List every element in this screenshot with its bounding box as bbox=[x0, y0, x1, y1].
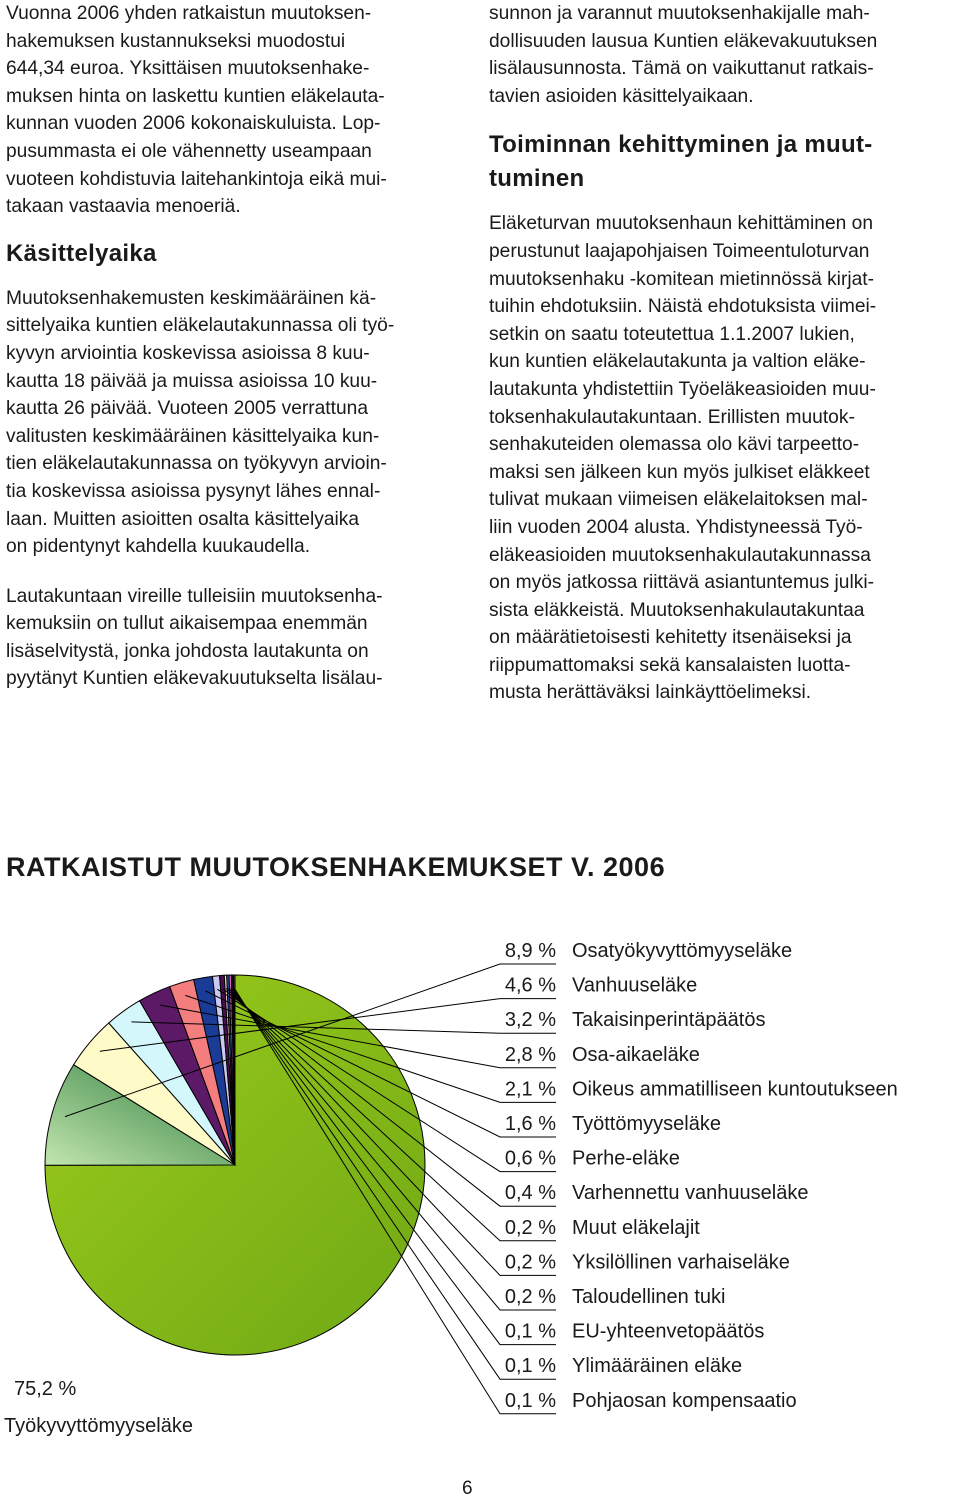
main-slice-value: 75,2 % bbox=[14, 1378, 77, 1400]
legend-label: Perhe-eläke bbox=[572, 1147, 680, 1170]
legend-value: 3,2 % bbox=[504, 1009, 556, 1032]
text-line: eläkeasioiden muutoksenhakulautakunnassa bbox=[489, 544, 871, 566]
legend-value: 4,6 % bbox=[504, 974, 556, 997]
legend-label: Muut eläkelajit bbox=[572, 1216, 700, 1239]
text-line: musta herättäväksi lainkäyttöelimeksi. bbox=[489, 682, 812, 704]
legend-label: Varhennettu vanhuuseläke bbox=[572, 1182, 809, 1205]
legend-label: Takaisinperintäpäätös bbox=[572, 1009, 766, 1032]
legend-label: Oikeus ammatilliseen kuntoutukseen bbox=[572, 1078, 898, 1101]
text-line: on myös jatkossa riittävä asiantuntemus julki- bbox=[489, 572, 874, 594]
text-line: kyvyn arviointia koskevissa asioissa 8 kuu- bbox=[6, 342, 370, 364]
text-line: hakemuksen kustannukseksi muodostui bbox=[6, 30, 346, 52]
main-slice-label: Työkyvyttömyyseläke bbox=[4, 1415, 193, 1437]
legend-value: 2,1 % bbox=[504, 1078, 556, 1101]
text-line: on määrätietoisesti kehitetty itsenäiseksi ja bbox=[489, 627, 852, 649]
text-line: pyytänyt Kuntien eläkevakuutukselta lisälau- bbox=[6, 668, 383, 690]
legend-label: Ylimääräinen eläke bbox=[572, 1355, 743, 1378]
text-line: sista eläkkeistä. Muutoksenhakulautakuntaa bbox=[489, 599, 865, 621]
legend-value: 0,2 % bbox=[504, 1286, 556, 1308]
text-line: tuihin ehdotuksiin. Näistä ehdotuksista viimei- bbox=[489, 296, 877, 318]
legend-value: 0,6 % bbox=[504, 1147, 556, 1170]
text-line: tavien asioiden käsittelyaikaan. bbox=[489, 85, 754, 107]
text-line: vuoteen kohdistuvia laitehankintoja eikä mui- bbox=[6, 168, 387, 190]
text-line: toksenhakulautakuntaan. Erillisten muutok- bbox=[489, 406, 855, 428]
text-line: takaan vastaavia menoeriä. bbox=[6, 196, 241, 218]
development-paragraph bbox=[489, 210, 955, 707]
text-line: Eläketurvan muutoksenhaun kehittäminen on bbox=[489, 213, 873, 235]
continued-paragraph bbox=[489, 0, 955, 110]
legend-label: Taloudellinen tuki bbox=[572, 1286, 726, 1308]
section-heading-kasittelyaika: Käsittelyaika bbox=[6, 239, 157, 267]
text-line: lisälausunnosta. Tämä on vaikuttanut ratkais- bbox=[489, 58, 874, 80]
text-line: muutoksenhaku -komitean mietinnössä kirjat- bbox=[489, 268, 874, 290]
text-line: dollisuuden lausua Kuntien eläkevakuutuksen bbox=[489, 30, 878, 52]
text-line: tien eläkelautakunnassa on työkyvyn arvioin- bbox=[6, 453, 387, 475]
text-line: on pidentynyt kahdella kuukaudella. bbox=[6, 536, 311, 558]
text-line: tia koskevissa asioissa pysynyt lähes ennal- bbox=[6, 480, 381, 502]
text-line: riippumattomaksi sekä kansalaisten luotta- bbox=[489, 654, 851, 676]
legend-value: 0,1 % bbox=[504, 1320, 556, 1343]
text-line: lisäselvitystä, jonka johdosta lautakunta on bbox=[6, 640, 369, 662]
text-line: maksi sen jälkeen kun myös julkiset eläkkeet bbox=[489, 461, 870, 483]
legend-label: Pohjaosan kompensaatio bbox=[572, 1389, 797, 1412]
page-number: 6 bbox=[462, 1478, 473, 1499]
text-line: muksen hinta on laskettu kuntien eläkelauta- bbox=[6, 85, 385, 107]
text-line: liin vuoden 2004 alusta. Yhdistyneessä Työ- bbox=[489, 516, 863, 538]
text-line: kautta 26 päivää. Vuoteen 2005 verrattuna bbox=[6, 398, 368, 420]
text-line: setkin on saatu toteutettua 1.1.2007 lukien, bbox=[489, 323, 855, 345]
legend-value: 8,9 % bbox=[504, 940, 556, 962]
intro-paragraph bbox=[6, 0, 466, 221]
text-line: kemuksiin on tullut aikaisempaa enemmän bbox=[6, 613, 368, 635]
text-line: kautta 18 päivää ja muissa asioissa 10 kuu- bbox=[6, 370, 378, 392]
legend-label: Vanhuuseläke bbox=[572, 974, 698, 997]
chart-title: RATKAISTUT MUUTOKSENHAKEMUKSET V. 2006 bbox=[6, 852, 666, 882]
text-line: kunnan vuoden 2006 kokonaiskuluista. Lop- bbox=[6, 113, 381, 135]
text-line: lautakunta yhdistettiin Työeläkeasioiden muu- bbox=[489, 378, 876, 400]
section-heading-toiminnan-kehittyminen bbox=[489, 128, 955, 196]
text-line: Lautakuntaan vireille tulleisiin muutoksenha- bbox=[6, 585, 383, 607]
legend-label: Yksilöllinen varhaiseläke bbox=[572, 1251, 790, 1274]
text-line: Vuonna 2006 yhden ratkaistun muutoksen- bbox=[6, 3, 372, 24]
right-column bbox=[489, 0, 955, 707]
text-line: Muutoksenhakemusten keskimääräinen kä- bbox=[6, 287, 377, 309]
text-line: 644,34 euroa. Yksittäisen muutoksenhake- bbox=[6, 58, 370, 80]
text-line: senhakuteiden olemassa olo kävi tarpeetto- bbox=[489, 434, 860, 456]
text-line: laan. Muitten asioitten osalta käsittelyaika bbox=[6, 508, 360, 530]
text-line: pusummasta ei ole vähennetty useampaan bbox=[6, 140, 372, 162]
left-column bbox=[6, 0, 466, 693]
legend-value: 0,2 % bbox=[504, 1216, 556, 1239]
text-line: tuminen bbox=[489, 165, 585, 193]
text-line: sunnon ja varannut muutoksenhakijalle mah- bbox=[489, 3, 870, 24]
text-line: valitusten keskimääräinen käsittelyaika kun- bbox=[6, 425, 380, 447]
text-line: sittelyaika kuntien eläkelautakunnassa oli työ- bbox=[6, 315, 395, 337]
legend-value: 0,2 % bbox=[504, 1251, 556, 1274]
processing-time-paragraph bbox=[6, 285, 466, 561]
text-line: kun kuntien eläkelautakunta ja valtion eläke- bbox=[489, 351, 866, 373]
legend-label: Työttömyyseläke bbox=[572, 1113, 721, 1135]
text-line: tulivat mukaan viimeisen eläkelaitoksen mal- bbox=[489, 489, 868, 511]
legend-label: Osatyökyvyttömyyseläke bbox=[572, 940, 793, 962]
additional-statements-paragraph bbox=[6, 583, 466, 693]
legend-value: 1,6 % bbox=[504, 1113, 556, 1135]
legend-value: 0,1 % bbox=[504, 1355, 556, 1378]
pie-chart bbox=[0, 920, 960, 1460]
text-line: Toiminnan kehittyminen ja muut- bbox=[489, 131, 873, 159]
legend-label: EU-yhteenvetopäätös bbox=[572, 1320, 765, 1343]
legend-label: Osa-aikaeläke bbox=[572, 1043, 700, 1066]
text-line: perustunut laajapohjaisen Toimeentuloturvan bbox=[489, 240, 870, 262]
legend-value: 2,8 % bbox=[504, 1043, 556, 1066]
legend-value: 0,4 % bbox=[504, 1182, 556, 1205]
legend-value: 0,1 % bbox=[504, 1389, 556, 1412]
